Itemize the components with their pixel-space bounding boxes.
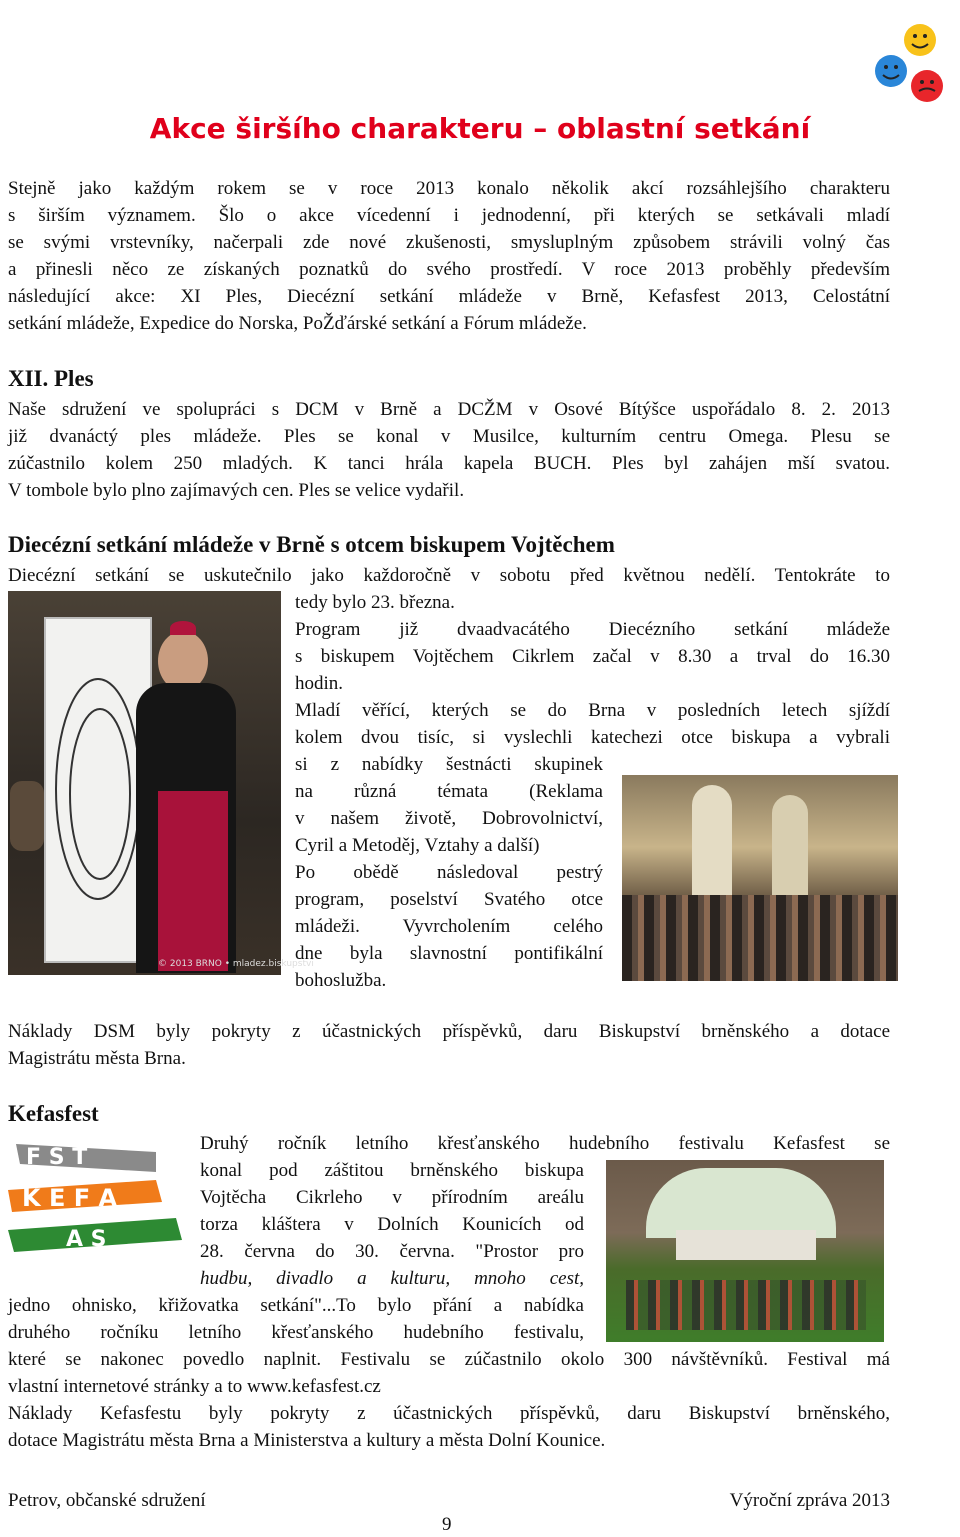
kefas-line: druhého ročníku letního křesťanského hudebního festivalu,	[8, 1322, 584, 1343]
dsm-narrow-line: dne byla slavnostní pontifikální	[295, 943, 603, 964]
kefasfest-logo-icon	[6, 1140, 184, 1264]
dsm-costs-line: Magistrátu města Brna.	[8, 1048, 186, 1069]
kefasfest-heading: Kefasfest	[8, 1101, 99, 1126]
kefas-line: torza kláštera v Dolních Kounicích od	[200, 1214, 584, 1235]
bishop-photo	[8, 591, 314, 975]
dsm-narrow-line: mládeži. Vyvrcholením celého	[295, 916, 603, 937]
ples-line: V tombole bylo plno zajímavých cen. Ples se velice vydařil.	[8, 480, 465, 501]
kefas-line: konal pod záštitou brněnského biskupa	[200, 1160, 584, 1181]
ples-line: již dvanáctý ples mládeže. Ples se konal v Musilce, kulturním centru Omega. Plesu se	[8, 426, 890, 447]
kefas-line: jedno ohnisko, křižovatka setkání"...To bylo přání a nabídka	[8, 1295, 584, 1316]
church-photo	[622, 775, 898, 981]
ples-line: zúčastnilo kolem 250 mladých. K tanci hrála kapela BUCH. Ples byl zahájen mší svatou.	[8, 453, 890, 474]
svg-text:A S: A S	[66, 1227, 107, 1252]
kefasfest-photo	[606, 1160, 884, 1342]
footer-right: Výroční zpráva 2013	[729, 1490, 890, 1511]
kefas-line: které se nakonec povedlo naplnit. Festivalu se zúčastnilo okolo 300 návštěvníků. Festival má	[8, 1349, 890, 1370]
dsm-costs-line: Náklady DSM byly pokryty z účastnických příspěvků, daru Biskupství brněnského a dotace	[8, 1021, 890, 1042]
kefas-line: 28. června do 30. června. "Prostor pro	[200, 1241, 584, 1262]
dsm-narrow-line: Po obědě následoval pestrý	[295, 862, 603, 883]
dsm-col-line: s biskupem Vojtěchem Cikrlem začal v 8.30 a trval do 16.30	[295, 646, 890, 667]
smiley-logo-icon	[872, 16, 952, 104]
kefas-line: Náklady Kefasfestu byly pokryty z účastnických příspěvků, daru Biskupství brněnského,	[8, 1403, 890, 1424]
page-title: Akce širšího charakteru – oblastní setkání	[149, 112, 811, 145]
dsm-narrow-line: v našem životě, Dobrovolnictví,	[295, 808, 603, 829]
dsm-col-line: hodin.	[295, 673, 344, 694]
intro-line: s širším významem. Šlo o akce vícedenní i jednodenní, při kterých se setkávali mladí	[8, 205, 890, 226]
dsm-narrow-line: na různá témata (Reklama	[295, 781, 603, 802]
dsm-line: Diecézní setkání se uskutečnilo jako každoročně v sobotu před květnou nedělí. Tentokráte to	[8, 565, 890, 586]
intro-line: a přinesli něco ze získaných poznatků do svého prostředí. V roce 2013 proběhly především	[8, 259, 890, 280]
kefas-line: Druhý ročník letního křesťanského hudebního festivalu Kefasfest se	[200, 1133, 890, 1154]
dsm-heading: Diecézní setkání mládeže v Brně s otcem biskupem Vojtěchem	[8, 532, 615, 557]
photo-caption: © 2013 BRNO • mladez.biskupstvi	[158, 959, 314, 969]
dsm-col-line: tedy bylo 23. března.	[295, 592, 455, 613]
ples-heading: XII. Ples	[8, 366, 94, 391]
intro-line: následující akce: XI Ples, Diecézní setkání mládeže v Brně, Kefasfest 2013, Celostátní	[8, 286, 890, 307]
intro-line: setkání mládeže, Expedice do Norska, PoŽďárské setkání a Fórum mládeže.	[8, 313, 587, 334]
kefas-line: Vojtěcha Cikrleho v přírodním areálu	[200, 1187, 584, 1208]
intro-line: se svými vrstevníky, načerpali zde nové zkušenosti, smysluplným způsobem strávili volný čas	[8, 232, 890, 253]
kefas-line: vlastní internetové stránky a to www.kefasfest.cz	[8, 1376, 381, 1397]
dsm-narrow-line: program, poselství Svatého otce	[295, 889, 603, 910]
page-number: 9	[442, 1514, 452, 1535]
footer-left: Petrov, občanské sdružení	[8, 1490, 206, 1511]
svg-text:F S T: F S T	[26, 1145, 88, 1170]
kefas-line: hudbu, divadlo a kulturu, mnoho cest,	[200, 1268, 584, 1289]
ples-line: Naše sdružení ve spolupráci s DCM v Brně a DCŽM v Osové Bítýšce uspořádalo 8. 2. 2013	[8, 399, 890, 420]
dsm-col-line: kolem dvou tisíc, si vyslechli katechezi otce biskupa a vybrali	[295, 727, 890, 748]
dsm-narrow-line: bohoslužba.	[295, 970, 387, 991]
svg-text:K E F A: K E F A	[22, 1184, 118, 1212]
dsm-narrow-line: Cyril a Metoděj, Vztahy a další)	[295, 835, 540, 856]
intro-line: Stejně jako každým rokem se v roce 2013 konalo několik akcí rozsáhlejšího charakteru	[8, 178, 890, 199]
dsm-col-line: Mladí věřící, kterých se do Brna v posledních letech sjíždí	[295, 700, 890, 721]
kefas-line: dotace Magistrátu města Brna a Ministerstva a kultury a města Dolní Kounice.	[8, 1430, 606, 1451]
dsm-col-line: Program již dvaadvacátého Diecézního setkání mládeže	[295, 619, 890, 640]
dsm-narrow-line: si z nabídky šestnácti skupinek	[295, 754, 603, 775]
